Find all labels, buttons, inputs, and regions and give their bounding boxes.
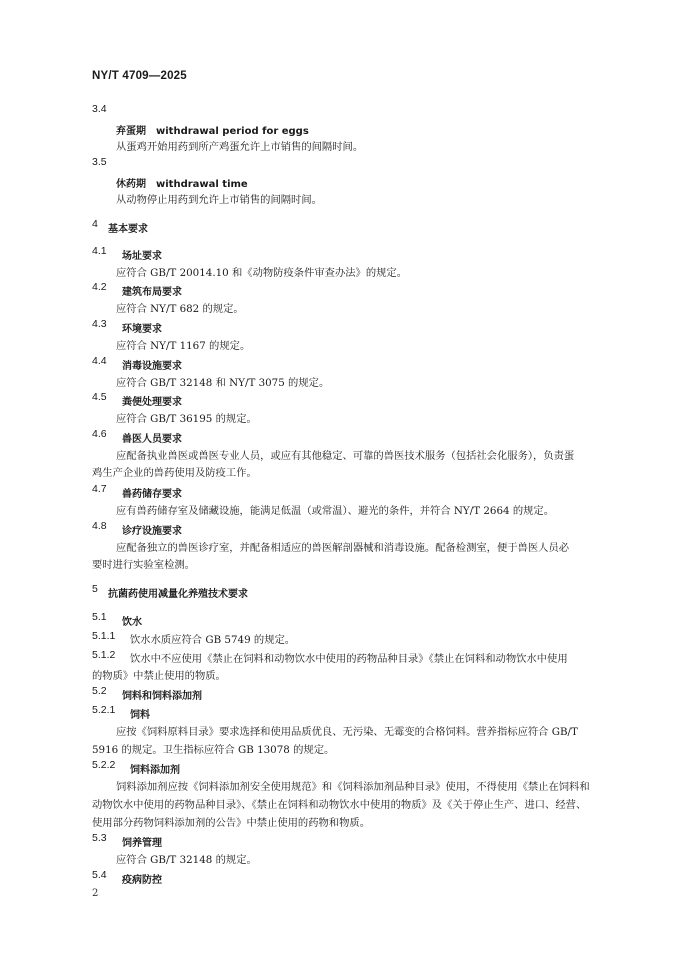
clause-number-4-7: 4.7: [92, 483, 107, 495]
clause-number-5-1-1: 5.1.1: [92, 630, 116, 642]
term-3-4: 弃蛋期 withdrawal period for eggs: [116, 126, 309, 137]
clause-body-5-1-2-line2: 的物质》中禁止使用的物质。: [92, 670, 226, 682]
clause-title-4-7: 兽药储存要求: [122, 489, 182, 500]
clause-number-3-5: 3.5: [92, 156, 107, 168]
clause-body-5-2-1-line2: 5916 的规定。卫生指标应符合 GB 13078 的规定。: [92, 744, 335, 756]
clause-title-5-2-1: 饲料: [130, 710, 150, 721]
clause-title-4-1: 场址要求: [122, 251, 162, 262]
clause-number-5: 5: [92, 583, 98, 595]
clause-number-5-2-1: 5.2.1: [92, 704, 116, 716]
clause-number-5-2: 5.2: [92, 685, 107, 697]
clause-body-4-8-line2: 要时进行实验室检测。: [92, 559, 195, 571]
clause-title-4-3: 环境要求: [122, 324, 162, 335]
clause-body-4-1: 应符合 GB/T 20014.10 和《动物防疫条件审查办法》的规定。: [116, 267, 408, 279]
clause-body-5-2-2-line3: 使用部分药物饲料添加剂的公告》中禁止使用的药物和物质。: [92, 817, 371, 829]
clause-title-5-3: 饲养管理: [122, 838, 162, 849]
clause-number-5-2-2: 5.2.2: [92, 759, 116, 771]
clause-number-4: 4: [92, 218, 98, 230]
clause-body-5-1-2-line1: 饮水中不应使用《禁止在饲料和动物饮水中使用的药物品种目录》《禁止在饲料和动物饮水中使用: [130, 653, 568, 665]
clause-title-4-4: 消毒设施要求: [122, 361, 182, 372]
clause-body-5-3: 应符合 GB/T 32148 的规定。: [116, 854, 257, 866]
clause-body-5-1-1: 饮水水质应符合 GB 5749 的规定。: [130, 634, 296, 646]
clause-body-4-2: 应符合 NY/T 682 的规定。: [116, 303, 244, 315]
clause-number-5-1: 5.1: [92, 611, 107, 623]
clause-number-4-6: 4.6: [92, 428, 107, 440]
clause-body-4-4: 应符合 GB/T 32148 和 NY/T 3075 的规定。: [116, 377, 330, 389]
clause-number-4-1: 4.1: [92, 245, 107, 257]
clause-number-5-1-2: 5.1.2: [92, 649, 116, 661]
clause-body-4-6-line1: 应配备执业兽医或兽医专业人员，或应有其他稳定、可靠的兽医技术服务（包括社会化服务），负责蛋: [116, 450, 575, 462]
clause-body-5-2-2-line1: 饲料添加剂应按《饲料添加剂安全使用规范》和《饲料添加剂品种目录》使用，不得使用《禁止在饲料和: [116, 781, 590, 793]
clause-body-4-3: 应符合 NY/T 1167 的规定。: [116, 340, 251, 352]
clause-number-4-5: 4.5: [92, 391, 107, 403]
section-title-4: 基本要求: [108, 224, 148, 235]
clause-title-5-2-2: 饲料添加剂: [130, 765, 180, 776]
clause-number-4-4: 4.4: [92, 355, 107, 367]
clause-title-4-6: 兽医人员要求: [122, 434, 182, 445]
term-3-5: 休药期 withdrawal time: [116, 179, 248, 190]
clause-body-4-5: 应符合 GB/T 36195 的规定。: [116, 413, 257, 425]
clause-title-5-1: 饮水: [122, 617, 142, 628]
clause-body-4-8-line1: 应配备独立的兽医诊疗室，并配备相适应的兽医解剖器械和消毒设施。配备检测室，便于兽医人员必: [116, 542, 570, 554]
clause-title-5-2: 饲料和饲料添加剂: [122, 691, 202, 702]
clause-number-4-3: 4.3: [92, 318, 107, 330]
clause-title-4-8: 诊疗设施要求: [122, 526, 182, 537]
standard-header: NY/T 4709—2025: [92, 70, 187, 82]
definition-3-4: 从蛋鸡开始用药到所产鸡蛋允许上市销售的间隔时间。: [116, 141, 364, 153]
clause-title-4-5: 粪便处理要求: [122, 397, 182, 408]
clause-title-4-2: 建筑布局要求: [122, 287, 182, 298]
clause-title-5-4: 疫病防控: [122, 875, 162, 886]
section-title-5: 抗菌药使用减量化养殖技术要求: [108, 589, 248, 600]
page-number: 2: [92, 888, 99, 899]
clause-body-5-2-1-line1: 应按《饲料原料目录》要求选择和使用品质优良、无污染、无霉变的合格饲料。营养指标应符合 GB/T: [116, 726, 578, 738]
clause-number-4-8: 4.8: [92, 520, 107, 532]
clause-body-4-7: 应有兽药储存室及储藏设施，能满足低温（或常温）、避光的条件，并符合 NY/T 2664 的规定。: [116, 505, 555, 517]
clause-number-5-4: 5.4: [92, 869, 107, 881]
definition-3-5: 从动物停止用药到允许上市销售的间隔时间。: [116, 194, 322, 206]
clause-number-5-3: 5.3: [92, 832, 107, 844]
clause-number-4-2: 4.2: [92, 281, 107, 293]
clause-body-5-2-2-line2: 动物饮水中使用的药物品种目录》、《禁止在饲料和动物饮水中使用的物质》及《关于停止生产、进口、经营、: [92, 799, 587, 811]
clause-number-3-4: 3.4: [92, 103, 107, 115]
clause-body-4-6-line2: 鸡生产企业的兽药使用及防疫工作。: [92, 467, 257, 479]
